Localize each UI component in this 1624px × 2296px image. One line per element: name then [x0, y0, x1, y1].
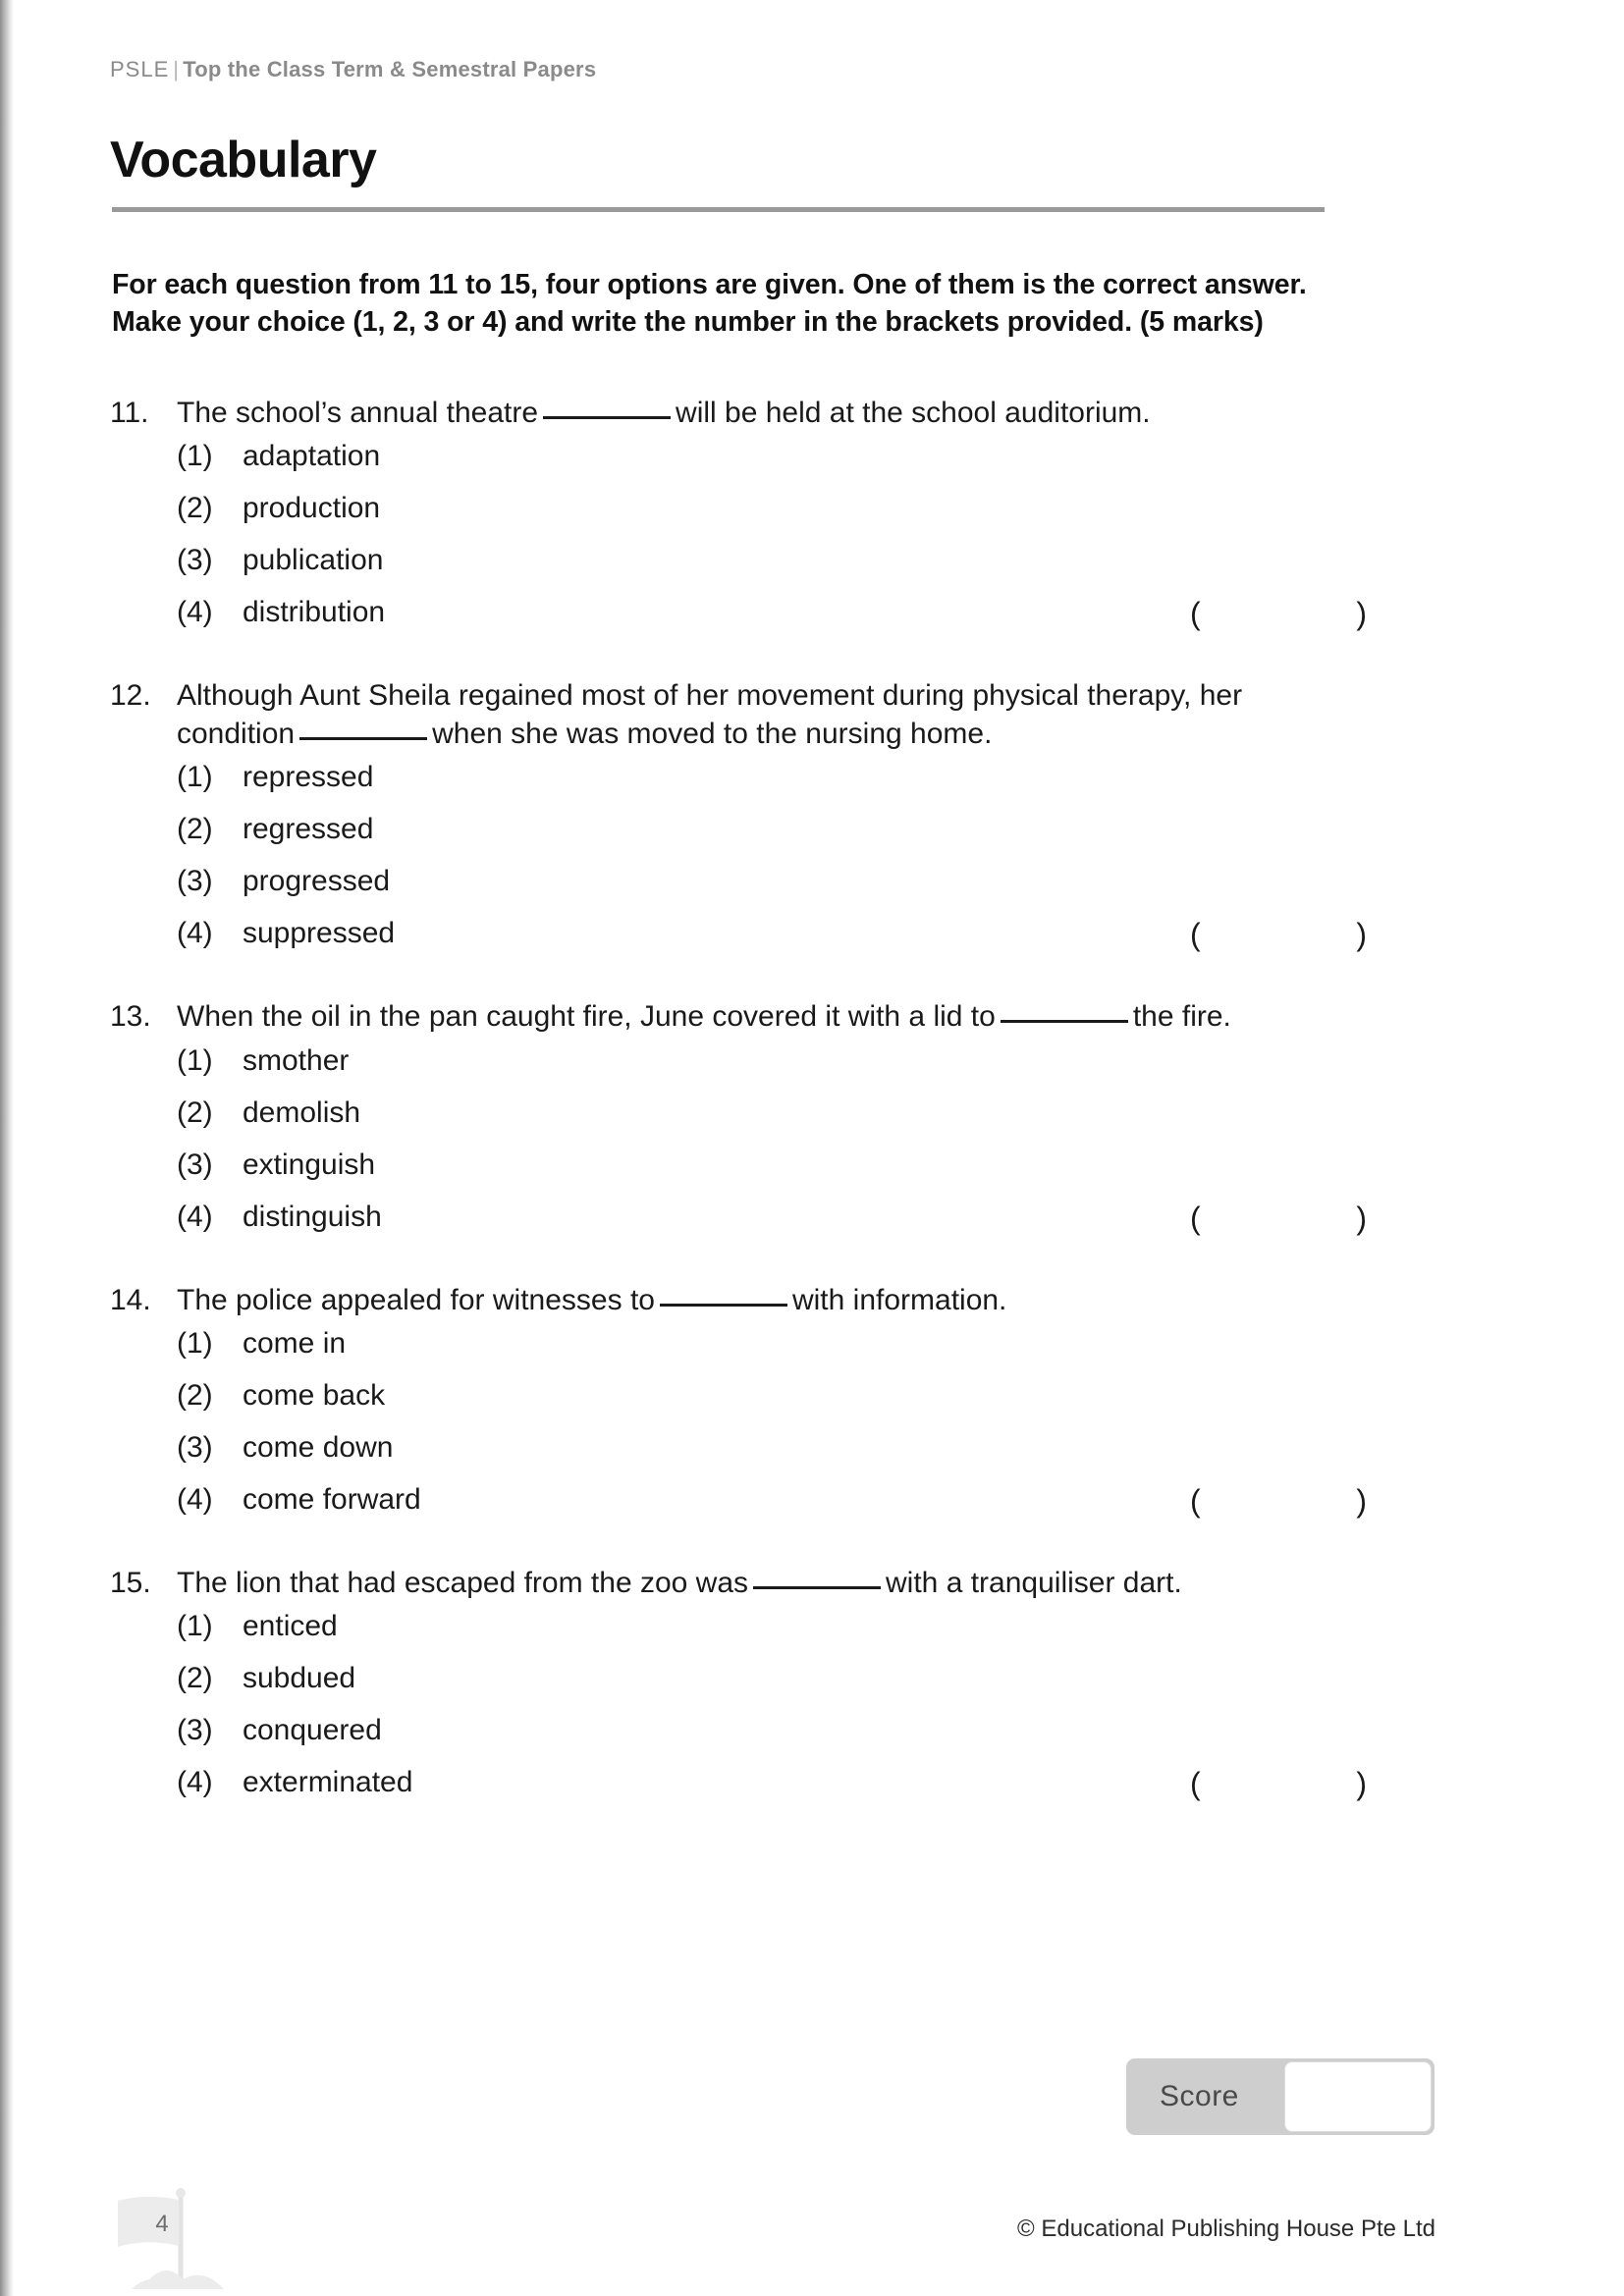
question-number: 13.: [110, 1000, 151, 1034]
bracket-close: ): [1356, 596, 1367, 632]
option-text: suppressed: [243, 917, 396, 950]
stem-text-after: when she was moved to the nursing home.: [432, 717, 993, 750]
option-label: (4): [177, 1482, 213, 1516]
copyright-notice: © Educational Publishing House Pte Ltd: [1017, 2216, 1435, 2242]
option-label: (4): [177, 1200, 213, 1233]
option-row[interactable]: [177, 865, 1367, 917]
question-stem: [177, 1565, 1182, 1602]
option-row[interactable]: [177, 544, 1367, 596]
options-list: [110, 761, 1367, 969]
answer-bracket-field[interactable]: [1190, 1766, 1367, 1802]
options-list: [110, 1044, 1367, 1253]
bracket-open: (: [1190, 1766, 1201, 1802]
score-input[interactable]: [1284, 2061, 1432, 2132]
option-row[interactable]: [177, 596, 1367, 648]
running-header: [110, 57, 596, 82]
option-label: (1): [177, 440, 213, 473]
option-text: adaptation: [243, 440, 381, 473]
option-row[interactable]: [177, 1431, 1367, 1483]
answer-blank: [753, 1586, 881, 1589]
title-divider: [112, 207, 1325, 212]
stem-text-after: the fire.: [1132, 1000, 1231, 1034]
option-row[interactable]: [177, 1662, 1367, 1714]
bracket-open: (: [1190, 1200, 1201, 1236]
questions-list: [110, 395, 1367, 1847]
question-stem-row: [110, 1565, 1367, 1602]
option-text: subdued: [243, 1662, 356, 1695]
answer-bracket-field[interactable]: [1190, 917, 1367, 953]
exam-label: PSLE: [110, 57, 170, 81]
option-row[interactable]: [177, 1483, 1367, 1535]
option-row[interactable]: [177, 1044, 1367, 1096]
header-separator: |: [173, 57, 180, 81]
bracket-close: ): [1356, 1766, 1367, 1802]
question-item: [110, 1282, 1367, 1535]
answer-blank: [299, 737, 427, 740]
question-number: 15.: [110, 1566, 151, 1599]
question-item: [110, 1565, 1367, 1818]
answer-bracket-field[interactable]: [1190, 1201, 1367, 1237]
stem-text-after: will be held at the school auditorium.: [676, 397, 1151, 429]
bracket-close: ): [1356, 1482, 1367, 1519]
bracket-open: (: [1190, 596, 1201, 632]
option-row[interactable]: [177, 1379, 1367, 1431]
option-label: (3): [177, 865, 213, 898]
option-text: distribution: [243, 596, 386, 629]
option-row[interactable]: [177, 1096, 1367, 1148]
option-text: regressed: [243, 813, 374, 846]
page-number: 4: [155, 2211, 169, 2237]
answer-bracket-field[interactable]: [1190, 1483, 1367, 1520]
answer-blank: [660, 1304, 787, 1307]
option-label: (2): [177, 813, 213, 846]
option-row[interactable]: [177, 917, 1367, 969]
option-row[interactable]: [177, 761, 1367, 813]
option-label: (3): [177, 1714, 213, 1747]
question-stem-row: [110, 677, 1367, 753]
option-label: (3): [177, 544, 213, 577]
option-label: (2): [177, 1095, 213, 1129]
question-stem: [177, 395, 1151, 432]
option-text: exterminated: [243, 1766, 413, 1799]
option-row[interactable]: [177, 1327, 1367, 1379]
option-row[interactable]: [177, 1148, 1367, 1201]
answer-blank: [543, 416, 671, 419]
score-label: Score: [1160, 2080, 1239, 2112]
option-text: repressed: [243, 761, 374, 794]
option-row[interactable]: [177, 440, 1367, 492]
answer-bracket-field[interactable]: [1190, 596, 1367, 632]
option-row[interactable]: [177, 492, 1367, 544]
option-text: come back: [243, 1378, 386, 1412]
question-item: [110, 998, 1367, 1252]
option-row[interactable]: [177, 1714, 1367, 1766]
option-text: demolish: [243, 1095, 361, 1129]
series-title: Top the Class Term & Semestral Papers: [183, 57, 597, 81]
option-row[interactable]: [177, 1610, 1367, 1662]
page-binding-edge: [0, 0, 14, 2296]
question-stem-row: [110, 998, 1367, 1036]
option-label: (3): [177, 1430, 213, 1464]
option-text: conquered: [243, 1714, 382, 1747]
option-label: (2): [177, 1378, 213, 1412]
options-list: [110, 440, 1367, 648]
page-content: [110, 0, 1435, 2296]
question-stem: [177, 1282, 1006, 1319]
page-title: Vocabulary: [110, 132, 377, 188]
question-number: 11.: [110, 397, 149, 429]
stem-text-before: The school’s annual theatre: [177, 397, 539, 429]
option-text: smother: [243, 1043, 350, 1077]
question-number: 12.: [110, 679, 151, 713]
option-text: come forward: [243, 1482, 421, 1516]
page-flag-icon: [110, 2187, 228, 2296]
options-list: [110, 1327, 1367, 1535]
option-label: (4): [177, 596, 213, 629]
answer-blank: [1001, 1020, 1128, 1023]
option-text: enticed: [243, 1610, 338, 1643]
instructions-line-2: Make your choice (1, 2, 3 or 4) and write the number in the brackets provided. (5 marks): [112, 305, 1264, 338]
question-stem: [177, 677, 1345, 753]
option-row[interactable]: [177, 813, 1367, 865]
question-item: [110, 677, 1367, 969]
bracket-close: ): [1356, 1200, 1367, 1236]
stem-text-before: The lion that had escaped from the zoo was: [177, 1566, 749, 1599]
stem-text-before: Although Aunt Sheila regained most of her movement during physical therapy, her condition: [177, 679, 1243, 750]
option-text: distinguish: [243, 1200, 382, 1233]
option-row[interactable]: [177, 1766, 1367, 1818]
option-row[interactable]: [177, 1201, 1367, 1253]
option-label: (4): [177, 1766, 213, 1799]
instructions-line-1: For each question from 11 to 15, four options are given. One of them is the correct answer.: [112, 269, 1307, 300]
question-item: [110, 395, 1367, 648]
question-stem: [177, 998, 1231, 1036]
options-list: [110, 1610, 1367, 1818]
option-label: (1): [177, 1326, 213, 1360]
stem-text-before: When the oil in the pan caught fire, June covered it with a lid to: [177, 1000, 996, 1034]
option-text: production: [243, 492, 381, 525]
option-text: come in: [243, 1326, 347, 1360]
bracket-open: (: [1190, 917, 1201, 953]
stem-text-after: with a tranquiliser dart.: [886, 1566, 1182, 1599]
bracket-open: (: [1190, 1482, 1201, 1519]
option-label: (1): [177, 761, 213, 794]
stem-text-before: The police appealed for witnesses to: [177, 1283, 655, 1316]
option-label: (2): [177, 492, 213, 525]
option-label: (1): [177, 1043, 213, 1077]
question-stem-row: [110, 395, 1367, 432]
option-text: extinguish: [243, 1148, 376, 1181]
option-label: (2): [177, 1662, 213, 1695]
bracket-close: ): [1356, 917, 1367, 953]
stem-text-after: with information.: [791, 1283, 1007, 1316]
instructions-block: [112, 267, 1329, 342]
score-box: [1126, 2058, 1435, 2135]
option-text: come down: [243, 1430, 394, 1464]
question-number: 14.: [110, 1283, 151, 1316]
option-label: (1): [177, 1610, 213, 1643]
option-label: (3): [177, 1148, 213, 1181]
option-text: publication: [243, 544, 384, 577]
question-stem-row: [110, 1282, 1367, 1319]
option-label: (4): [177, 917, 213, 950]
option-text: progressed: [243, 865, 391, 898]
